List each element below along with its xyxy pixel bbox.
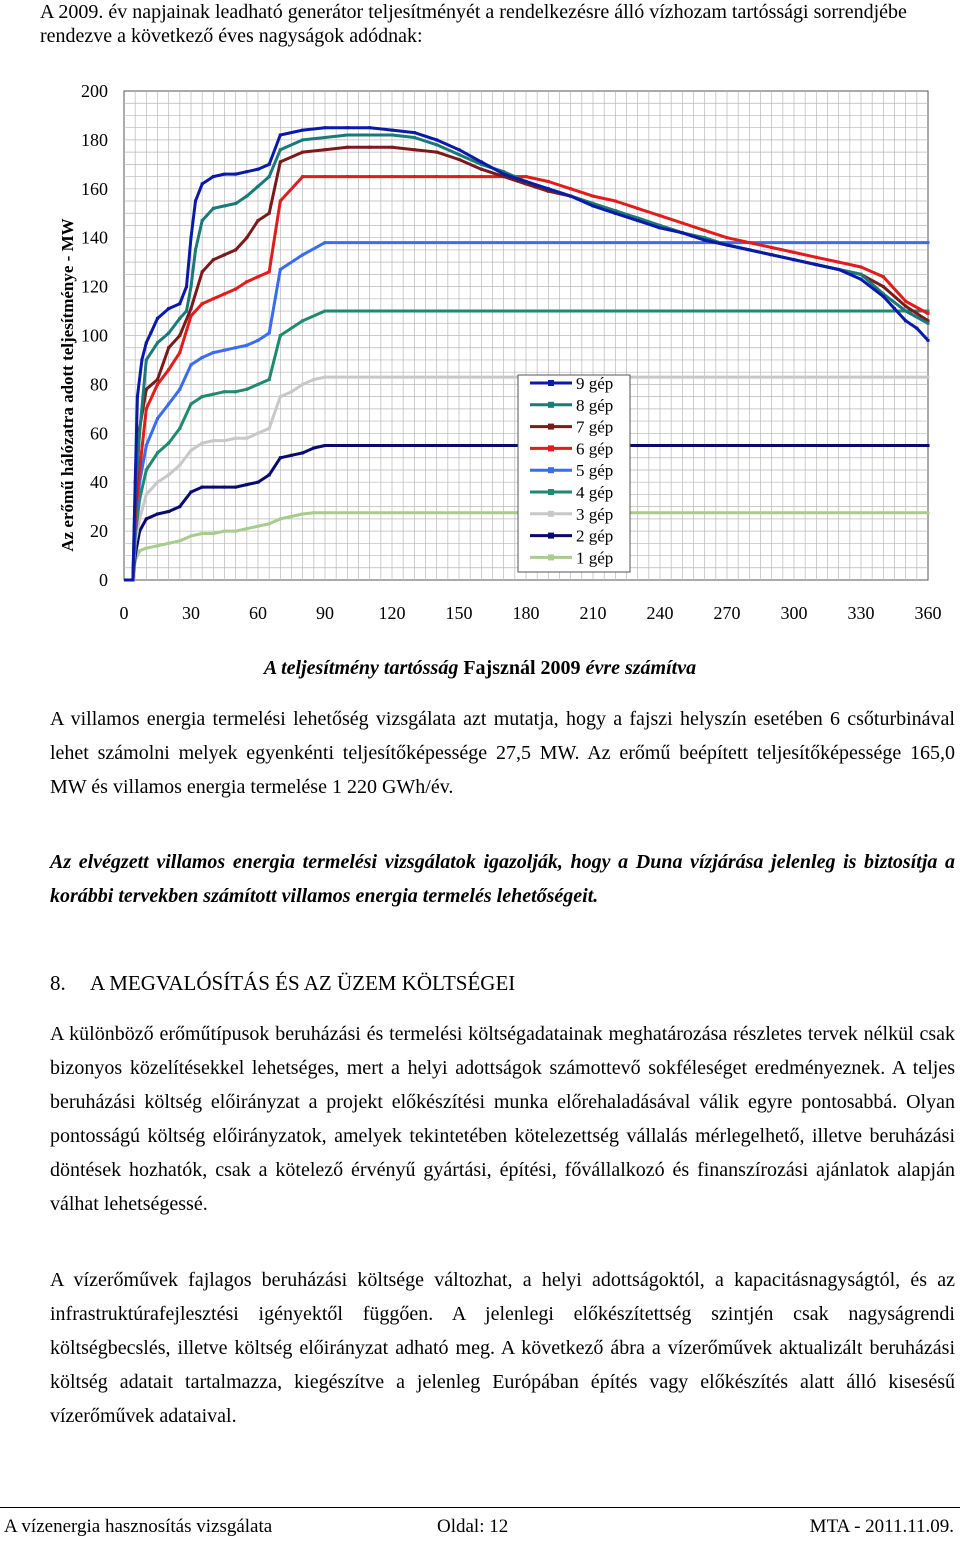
series-6-gep-point: [145, 407, 148, 410]
x-tick-label: 330: [847, 603, 875, 623]
x-tick-label: 90: [316, 603, 334, 623]
legend-marker: [548, 489, 554, 495]
series-6-gep-point: [927, 312, 930, 315]
series-2-gep-point: [201, 486, 204, 489]
series-7-gep-point: [178, 334, 181, 337]
series-9-gep-point: [770, 253, 773, 256]
series-3-gep-point: [312, 378, 315, 381]
series-9-gep-point: [592, 204, 595, 207]
series-6-gep-point: [368, 175, 371, 178]
series-3-gep-point: [145, 493, 148, 496]
series-9-gep-point: [748, 248, 751, 251]
series-9-gep-point: [636, 219, 639, 222]
series-7-gep-point: [413, 148, 416, 151]
series-3-gep-point: [268, 427, 271, 430]
series-9-gep-point: [140, 358, 143, 361]
series-4-gep-point: [257, 383, 260, 386]
series-1-gep-point: [268, 522, 271, 525]
series-9-gep-point: [131, 579, 134, 582]
series-6-gep-point: [268, 270, 271, 273]
series-6-gep-point: [703, 229, 706, 232]
series-7-gep-point: [480, 168, 483, 171]
series-9-gep-point: [793, 258, 796, 261]
series-5-gep-point: [279, 268, 282, 271]
chart-legend: [518, 374, 630, 572]
series-9-gep-point: [614, 212, 617, 215]
series-4-gep-point: [245, 388, 248, 391]
series-9-gep-point: [391, 129, 394, 132]
series-5-gep-point: [156, 417, 159, 420]
series-8-gep-point: [860, 273, 863, 276]
y-tick-label: 140: [81, 227, 108, 248]
series-9-gep-point: [915, 327, 918, 330]
series-3-gep-point: [190, 449, 193, 452]
series-6-gep-point: [435, 175, 438, 178]
series-3-gep-point: [324, 376, 327, 379]
y-axis-ticks: [81, 81, 108, 590]
series-6-gep-point: [770, 246, 773, 249]
series-5-gep-point: [257, 339, 260, 342]
series-2-gep-point: [212, 486, 215, 489]
series-9-gep-point: [893, 307, 896, 310]
series-3-gep-point: [234, 437, 237, 440]
series-7-gep-point: [201, 270, 204, 273]
series-9-gep-point: [659, 226, 662, 229]
series-4-gep-point: [324, 310, 327, 313]
series-6-gep-point: [178, 351, 181, 354]
series-6-gep-point: [681, 222, 684, 225]
series-9-gep-point: [201, 182, 204, 185]
series-9-gep-point: [904, 319, 907, 322]
series-1-gep-point: [301, 512, 304, 515]
series-5-gep-point: [324, 241, 327, 244]
series-6-gep-point: [212, 297, 215, 300]
series-7-gep-point: [882, 285, 885, 288]
paragraph-costs: A különböző erőműtípusok beruházási és termelési költségadatainak meghatározása részletes tervek nélkül csak bizonyos közelítésekkel lehetséges, mert a helyi adottságok számottevő sokféleséget eredményeznek. A teljes beruházási költség előirányzat a projekt előkészítési munka előrehaladásával válik egyre pontosabbá. Olyan pontosságú költség előirányzatok, amelyek tekintetében kötelezettség vállalás mérlegelhető, illetve beruházási döntések hozhatók, csak a kötelező érvényű gyártási, építési, fővállalkozó és finanszírozási ajánlatok alapján válhat lehetségessé.: [50, 1023, 955, 1215]
series-9-gep-point: [324, 126, 327, 129]
series-9-gep-point: [413, 131, 416, 134]
series-6-gep-point: [592, 195, 595, 198]
series-8-gep-point: [301, 138, 304, 141]
y-tick-label: 160: [81, 178, 108, 199]
y-tick-label: 40: [90, 472, 108, 493]
series-2-gep-point: [324, 444, 327, 447]
legend-label: 2 gép: [576, 526, 614, 546]
series-5-gep-point: [178, 388, 181, 391]
x-tick-label: 210: [579, 603, 607, 623]
series-9-gep-point: [212, 175, 215, 178]
legend-label: 7 gép: [576, 417, 614, 437]
y-tick-label: 0: [99, 570, 108, 590]
series-8-gep-point: [904, 310, 907, 313]
series-6-gep-point: [346, 175, 349, 178]
x-tick-label: 30: [182, 603, 200, 623]
series-6-gep-point: [201, 302, 204, 305]
x-tick-label: 180: [512, 603, 540, 623]
series-2-gep-point: [145, 517, 148, 520]
series-6-gep-point: [525, 175, 528, 178]
series-8-gep-point: [413, 136, 416, 139]
y-axis-label: Az erőmű hálózatra adott teljesítménye - MW: [58, 218, 77, 552]
series-5-gep-point: [190, 363, 193, 366]
series-8-gep-point: [435, 143, 438, 146]
series-2-gep-point: [279, 456, 282, 459]
series-1-gep-point: [257, 525, 260, 528]
series-9-gep-point: [435, 138, 438, 141]
series-9-gep-point: [223, 173, 226, 176]
series-8-gep-point: [368, 134, 371, 137]
legend-label: 1 gép: [576, 548, 614, 568]
series-9-gep-point: [149, 332, 152, 335]
series-2-gep-point: [257, 481, 260, 484]
series-6-gep-point: [636, 207, 639, 210]
series-6-gep-point: [156, 383, 159, 386]
series-5-gep-point: [234, 346, 237, 349]
series-1-gep-point: [324, 511, 327, 514]
series-6-gep-point: [837, 261, 840, 264]
series-4-gep-point: [223, 390, 226, 393]
series-9-gep-point: [547, 187, 550, 190]
series-6-gep-point: [480, 175, 483, 178]
legend-marker: [548, 380, 554, 386]
series-9-gep-point: [525, 180, 528, 183]
x-tick-label: 300: [780, 603, 808, 623]
series-7-gep-point: [324, 148, 327, 151]
series-7-gep-point: [279, 160, 282, 163]
legend-marker: [548, 402, 554, 408]
series-3-gep-point: [279, 395, 282, 398]
x-tick-label: 360: [914, 603, 942, 623]
series-8-gep-point: [223, 204, 226, 207]
series-9-gep-point: [569, 195, 572, 198]
series-9-gep-point: [178, 302, 181, 305]
series-7-gep-point: [234, 248, 237, 251]
series-5-gep-point: [223, 349, 226, 352]
series-1-gep-point: [927, 511, 930, 514]
x-tick-label: 0: [119, 603, 129, 623]
series-8-gep-point: [194, 248, 197, 251]
x-tick-label: 120: [378, 603, 406, 623]
series-9-gep-point: [681, 231, 684, 234]
paragraph-results: A villamos energia termelési lehetőség vizsgálata azt mutatja, hogy a fajszi helyszín esetében 6 csőturbinával lehet számolni melyek egyenkénti teljesítőképessége 27,5 MW. Az erőmű beépített teljesítőképessége 165,0 MW és villamos energia termelése 1 220 GWh/év.: [50, 708, 955, 798]
caption-part-1: A teljesítmény tartósság: [263, 657, 459, 679]
series-6-gep-point: [223, 292, 226, 295]
series-1-gep-point: [190, 534, 193, 537]
series-1-gep-point: [145, 547, 148, 550]
series-7-gep-point: [346, 146, 349, 149]
series-2-gep-point: [156, 512, 159, 515]
series-4-gep-point: [167, 442, 170, 445]
series-1-gep-point: [279, 517, 282, 520]
series-9-gep-point: [134, 481, 137, 484]
series-7-gep-point: [156, 378, 159, 381]
series-9-gep-point: [301, 129, 304, 132]
series-4-gep-point: [234, 390, 237, 393]
series-8-gep-point: [138, 432, 141, 435]
series-1-gep-point: [167, 542, 170, 545]
legend-label: 3 gép: [576, 504, 614, 524]
series-3-gep-point: [156, 481, 159, 484]
series-9-gep-point: [815, 263, 818, 266]
series-1-gep-point: [223, 530, 226, 533]
series-5-gep-point: [167, 402, 170, 405]
series-8-gep-point: [234, 202, 237, 205]
series-6-gep-point: [748, 241, 751, 244]
series-8-gep-point: [201, 219, 204, 222]
series-9-gep-point: [185, 285, 188, 288]
series-3-gep-point: [290, 390, 293, 393]
section-title: A MEGVALÓSÍTÁS ÉS AZ ÜZEM KÖLTSÉGEI: [90, 971, 516, 995]
series-8-gep-point: [458, 153, 461, 156]
series-7-gep-point: [167, 346, 170, 349]
series-7-gep-point: [301, 151, 304, 154]
series-6-gep-point: [324, 175, 327, 178]
y-tick-label: 120: [81, 276, 108, 297]
series-3-gep-point: [257, 432, 260, 435]
series-9-gep-point: [190, 236, 193, 239]
series-3-gep-point: [167, 473, 170, 476]
series-8-gep-point: [190, 285, 193, 288]
x-tick-label: 150: [445, 603, 473, 623]
series-7-gep-point: [245, 236, 248, 239]
series-8-gep-point: [268, 175, 271, 178]
x-tick-label: 270: [713, 603, 741, 623]
series-6-gep-point: [569, 187, 572, 190]
series-8-gep-point: [145, 358, 148, 361]
series-6-gep-point: [301, 175, 304, 178]
series-8-gep-point: [212, 207, 215, 210]
series-7-gep-point: [391, 146, 394, 149]
series-8-gep-point: [257, 185, 260, 188]
series-9-gep-point: [837, 268, 840, 271]
x-axis-ticks: [120, 603, 942, 623]
series-4-gep-point: [279, 334, 282, 337]
power-duration-chart: [0, 80, 960, 640]
series-6-gep-point: [882, 275, 885, 278]
series-8-gep-point: [245, 195, 248, 198]
series-6-gep-point: [726, 236, 729, 239]
series-3-gep-point: [201, 442, 204, 445]
series-9-gep-point: [268, 163, 271, 166]
series-8-gep-point: [185, 310, 188, 313]
series-9-gep-point: [145, 341, 148, 344]
x-tick-label: 60: [249, 603, 267, 623]
series-7-gep-point: [268, 212, 271, 215]
series-1-gep-point: [245, 527, 248, 530]
series-2-gep-point: [268, 473, 271, 476]
series-8-gep-point: [346, 134, 349, 137]
intro-text: A 2009. év napjainak leadható generátor teljesítményét a rendelkezésre álló vízhozam tartóssági sorrendjébe rendezve a következő éves nagyságok adódnak:: [40, 1, 907, 47]
series-8-gep-point: [324, 136, 327, 139]
series-4-gep-point: [268, 378, 271, 381]
series-6-gep-point: [815, 256, 818, 259]
series-1-gep-point: [290, 515, 293, 518]
series-9-gep-point: [167, 307, 170, 310]
series-9-gep-point: [502, 173, 505, 176]
series-9-gep-point: [927, 339, 930, 342]
series-4-gep-point: [145, 468, 148, 471]
series-2-gep-point: [223, 486, 226, 489]
legend-label: 8 gép: [576, 395, 614, 415]
series-5-gep-point: [927, 241, 930, 244]
series-3-gep-point: [927, 376, 930, 379]
series-9-gep-point: [480, 160, 483, 163]
series-2-gep-point: [234, 486, 237, 489]
series-4-gep-point: [212, 393, 215, 396]
caption-part-2: Fajsznál 2009: [463, 657, 581, 679]
series-2-gep-point: [927, 444, 930, 447]
series-9-gep-point: [458, 148, 461, 151]
series-6-gep-point: [167, 368, 170, 371]
y-tick-label: 80: [90, 374, 108, 395]
series-7-gep-point: [190, 307, 193, 310]
series-6-gep-point: [413, 175, 416, 178]
series-7-gep-point: [212, 258, 215, 261]
legend-marker: [548, 467, 554, 473]
series-6-gep-point: [659, 214, 662, 217]
y-tick-label: 100: [81, 325, 108, 346]
series-9-gep-point: [156, 317, 159, 320]
series-4-gep-point: [201, 395, 204, 398]
series-2-gep-point: [290, 454, 293, 457]
legend-marker: [548, 533, 554, 539]
series-6-gep-point: [279, 200, 282, 203]
series-6-gep-point: [458, 175, 461, 178]
series-9-gep-point: [346, 126, 349, 129]
y-tick-label: 200: [81, 81, 108, 101]
series-7-gep-point: [904, 305, 907, 308]
series-2-gep-point: [245, 483, 248, 486]
series-6-gep-point: [904, 300, 907, 303]
series-4-gep-point: [178, 427, 181, 430]
series-9-gep-point: [703, 239, 706, 242]
series-4-gep-point: [301, 319, 304, 322]
series-9-gep-point: [368, 126, 371, 129]
legend-marker: [548, 511, 554, 517]
series-5-gep-point: [145, 444, 148, 447]
y-tick-label: 180: [81, 129, 108, 150]
series-9-gep-point: [245, 170, 248, 173]
series-7-gep-point: [257, 219, 260, 222]
series-5-gep-point: [245, 344, 248, 347]
series-4-gep-point: [156, 451, 159, 454]
series-6-gep-point: [793, 251, 796, 254]
series-3-gep-point: [178, 464, 181, 467]
caption-part-3: évre számítva: [585, 657, 697, 679]
series-9-gep-point: [726, 244, 729, 247]
x-tick-label: 240: [646, 603, 674, 623]
series-2-gep-point: [190, 490, 193, 493]
series-6-gep-point: [245, 280, 248, 283]
series-8-gep-point: [178, 317, 181, 320]
legend-label: 4 gép: [576, 483, 614, 502]
series-6-gep-point: [614, 200, 617, 203]
series-4-gep-point: [190, 402, 193, 405]
series-3-gep-point: [223, 439, 226, 442]
series-1-gep-point: [138, 549, 141, 552]
series-5-gep-point: [212, 351, 215, 354]
series-6-gep-point: [234, 288, 237, 291]
series-9-gep-point: [882, 295, 885, 298]
series-2-gep-point: [312, 446, 315, 449]
series-6-gep-point: [860, 266, 863, 269]
footer-page-number: Oldal: 12: [437, 1516, 509, 1537]
series-8-gep-point: [156, 341, 159, 344]
series-7-gep-point: [368, 146, 371, 149]
series-5-gep-point: [301, 253, 304, 256]
series-8-gep-point: [167, 332, 170, 335]
series-1-gep-point: [201, 532, 204, 535]
series-9-gep-point: [234, 173, 237, 176]
series-8-gep-point: [927, 322, 930, 325]
series-1-gep-point: [178, 539, 181, 542]
series-2-gep-point: [167, 510, 170, 513]
section-heading: [50, 971, 515, 996]
legend-label: 6 gép: [576, 439, 614, 459]
series-3-gep-point: [245, 437, 248, 440]
page-footer: [0, 1507, 960, 1542]
y-tick-label: 20: [90, 521, 108, 542]
series-8-gep-point: [279, 148, 282, 151]
paragraph-specific-costs: A vízerőművek fajlagos beruházási költsége változhat, a helyi adottságoktól, a kapacitásnagyságtól, és az infrastruktúrafejlesztési igényektől függően. A jelenlegi előkészítettség szintjén csak nagyságrendi költségbecslés, illetve költség előirányzat adható meg. A következő ábra a vízerőművek aktualizált beruházási költség adatait tartalmazza, kiegészítve a jelenleg Európában építés vagy előkészítés alatt álló kisesésű vízerőművek adataival.: [50, 1269, 955, 1427]
series-9-gep-point: [136, 395, 139, 398]
series-1-gep-point: [234, 530, 237, 533]
section-number: 8.: [50, 971, 66, 995]
legend-marker: [548, 554, 554, 560]
series-1-gep-point: [156, 544, 159, 547]
series-7-gep-point: [458, 158, 461, 161]
series-3-gep-point: [212, 439, 215, 442]
legend-label: 9 gép: [576, 374, 614, 393]
series-2-gep-point: [178, 505, 181, 508]
y-tick-label: 60: [90, 423, 108, 444]
legend-label: 5 gép: [576, 461, 614, 481]
series-9-gep-point: [257, 168, 260, 171]
footer-date: MTA - 2011.11.09.: [809, 1516, 954, 1537]
series-1-gep-point: [312, 511, 315, 514]
series-2-gep-point: [301, 451, 304, 454]
series-6-gep-point: [391, 175, 394, 178]
series-7-gep-point: [223, 253, 226, 256]
series-8-gep-point: [391, 134, 394, 137]
legend-marker: [548, 424, 554, 430]
series-5-gep-point: [201, 356, 204, 359]
paragraph-conclusion: Az elvégzett villamos energia termelési vizsgálatok igazolják, hogy a Duna vízjárása jelenleg is biztosítja a korábbi tervekben számított villamos energia termelés lehetőségeit.: [50, 851, 955, 907]
series-9-gep-point: [279, 134, 282, 137]
series-6-gep-point: [547, 180, 550, 183]
series-7-gep-point: [145, 388, 148, 391]
series-9-gep-point: [860, 278, 863, 281]
series-3-gep-point: [301, 383, 304, 386]
series-7-gep-point: [435, 151, 438, 154]
legend-marker: [548, 445, 554, 451]
series-9-gep-point: [194, 200, 197, 203]
series-5-gep-point: [268, 332, 271, 335]
chart-caption: [0, 657, 960, 680]
series-1-gep-point: [212, 532, 215, 535]
series-6-gep-point: [257, 275, 260, 278]
footer-document-title: A vízenergia hasznosítás vizsgálata: [4, 1516, 273, 1537]
